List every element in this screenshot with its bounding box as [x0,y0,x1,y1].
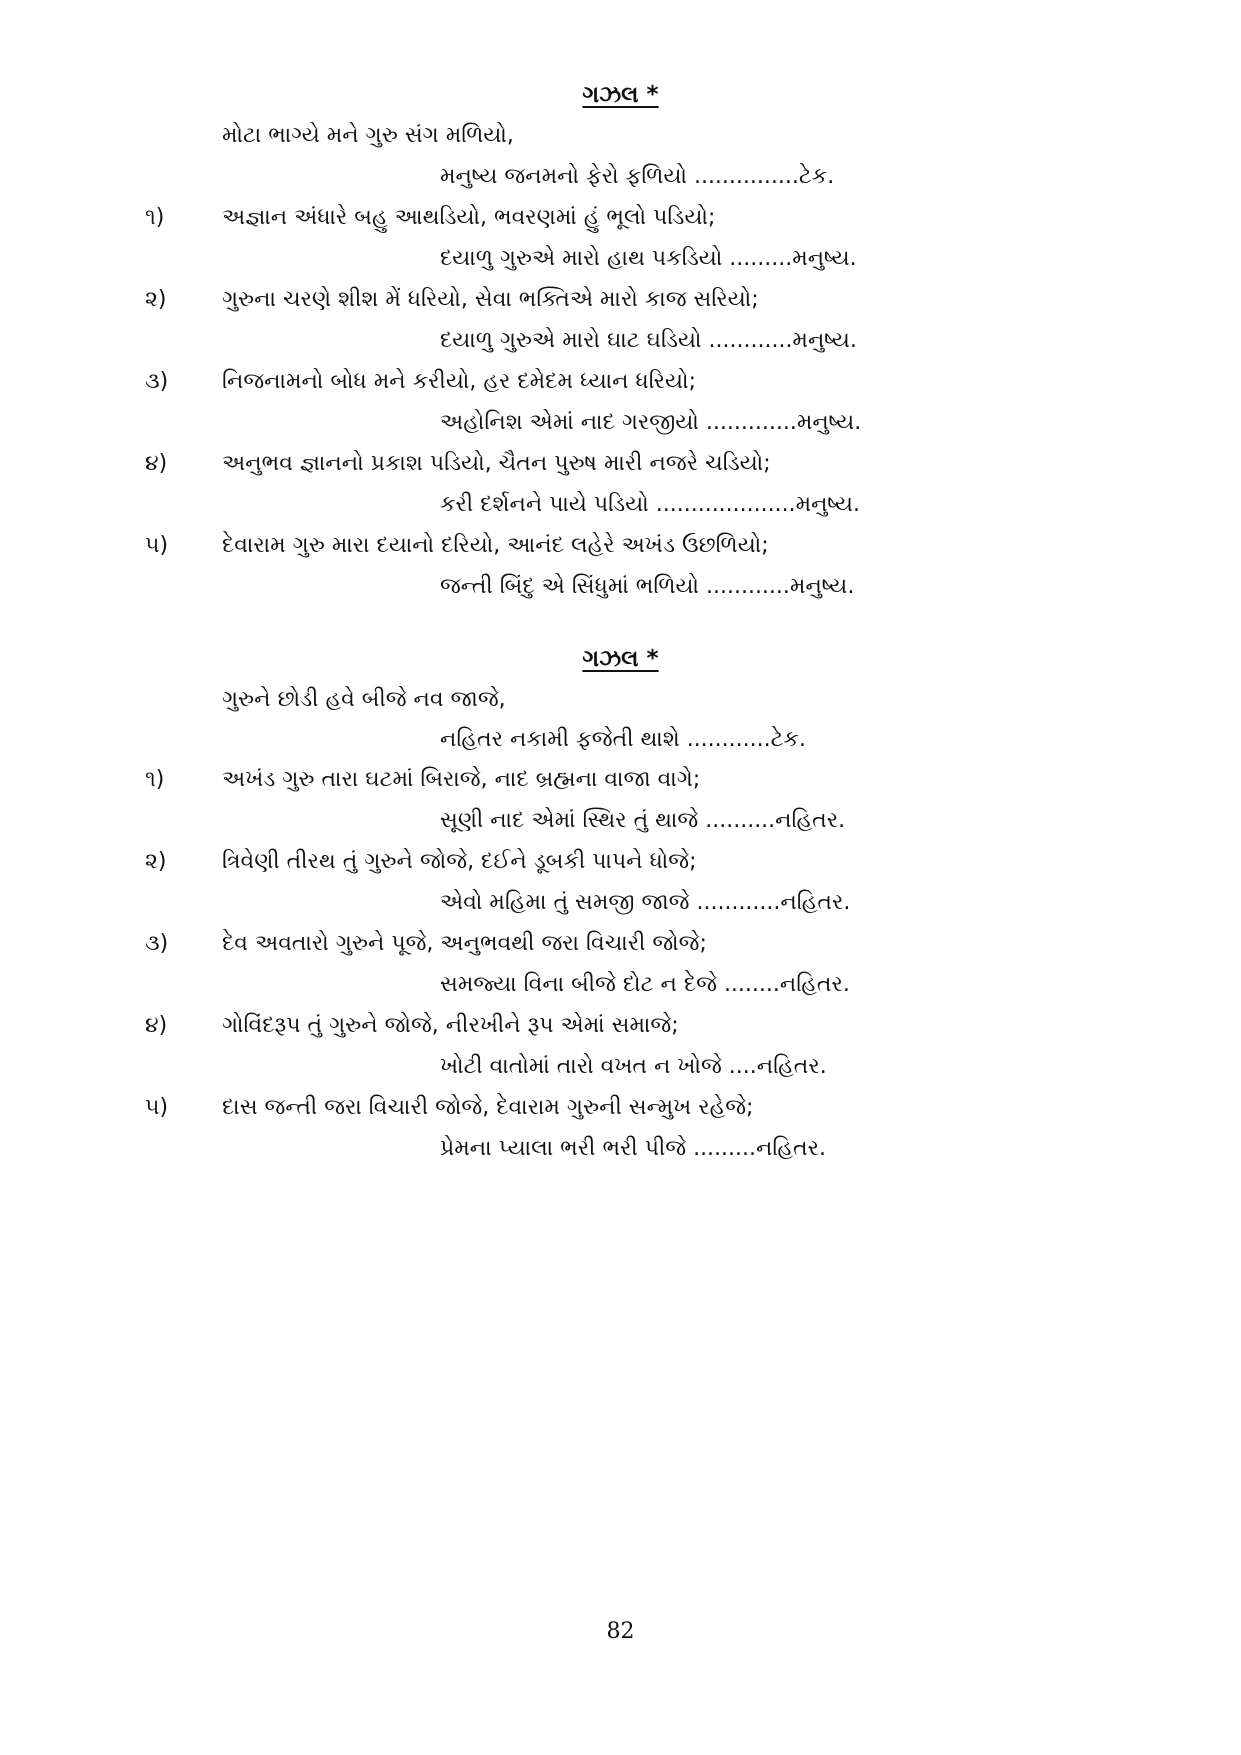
verse-line-1: દેવ અવતારો ગુરુને પૂજે, અનુભવથી જરા વિચારી જોજે; [222,931,707,956]
verse-line-1: ગુરુના ચરણે શીશ મેં ધરિયો, સેવા ભક્તિએ મારો કાજ સરિયો; [222,287,759,312]
verse-line-1: નિજનામનો બોધ મને કરીયો, હર દમેદમ ધ્યાન ધરિયો; [222,369,696,394]
verse-number: ૪) [145,451,168,476]
verse-line-2: દયાળુ ગુરુએ મારો હાથ પકડિયો .........મનુષ્ય. [440,246,857,271]
poem-title: ગઝલ * [582,646,659,672]
verse-line-2: અહોનિશ એમાં નાદ ગરજીયો .............મનુષ્ય. [440,410,862,435]
verse-number: ૨) [145,287,167,312]
verse-line-1: અનુભવ જ્ઞાનનો પ્રકાશ પડિયો, ચૈતન પુરુષ મારી નજરે ચડિયો; [222,451,771,476]
poem-title: ગઝલ * [582,82,659,108]
verse-line-1: ત્રિવેણી તીરથ તું ગુરુને જોજે, દઈને ડૂબકી પાપને ધોજે; [222,849,697,874]
refrain-line-2: નહિતર નકામી ફજેતી થાશે ............ટેક. [440,727,806,752]
verse-line-2: પ્રેમના પ્યાલા ભરી ભરી પીજે .........નહિતર. [440,1136,826,1161]
verse-line-2: દયાળુ ગુરુએ મારો ઘાટ ઘડિયો ............મનુષ્ય. [440,328,857,353]
verse-line-1: દેવારામ ગુરુ મારા દયાનો દરિયો, આનંદ લહેરે અખંડ ઉછળિયો; [222,533,769,558]
verse-line-1: દાસ જન્તી જરા વિચારી જોજે, દેવારામ ગુરુની સન્મુખ રહેજે; [222,1095,754,1120]
refrain-line-2: મનુષ્ય જનમનો ફેરો ફળિયો ...............ટેક. [440,164,835,189]
verse-line-2: કરી દર્શનને પાયે પડિયો ....................મનુષ્ય. [440,492,861,517]
refrain-line-1: મોટા ભાગ્યે મને ગુરુ સંગ મળિયો, [222,123,514,148]
verse-line-2: સમજ્યા વિના બીજે દોટ ન દેજે ........નહિતર. [440,972,850,997]
verse-number: ૫) [145,1095,169,1120]
verse-number: ૩) [145,931,169,956]
verse-line-2: એવો મહિમા તું સમજી જાજે ............નહિતર. [440,890,851,915]
verse-line-1: અજ્ઞાન અંધારે બહુ આથડિયો, ભવરણમાં હું ભૂલો પડિયો; [222,205,716,230]
refrain-line-1: ગુરુને છોડી હવે બીજે નવ જાજે, [222,687,506,712]
verse-line-2: ખોટી વાતોમાં તારો વખત ન ખોજે ....નહિતર. [440,1054,827,1079]
verse-line-2: સૂણી નાદ એમાં સ્થિર તું થાજે ..........નહિતર. [440,808,846,833]
verse-number: ૩) [145,369,169,394]
verse-number: ૧) [145,767,165,792]
page-number: 82 [606,1619,635,1644]
verse-number: ૧) [145,205,165,230]
verse-number: ૨) [145,849,167,874]
verse-line-1: અખંડ ગુરુ તારા ઘટમાં બિરાજે, નાદ બ્રહ્મના વાજા વાગે; [222,767,701,792]
verse-number: ૪) [145,1013,168,1038]
verse-number: ૫) [145,533,169,558]
verse-line-2: જન્તી બિંદુ એ સિંધુમાં ભળિયો ............મનુષ્ય. [440,574,855,599]
verse-line-1: ગોવિંદરૂપ તું ગુરુને જોજે, નીરખીને રૂપ એમાં સમાજે; [222,1013,679,1038]
